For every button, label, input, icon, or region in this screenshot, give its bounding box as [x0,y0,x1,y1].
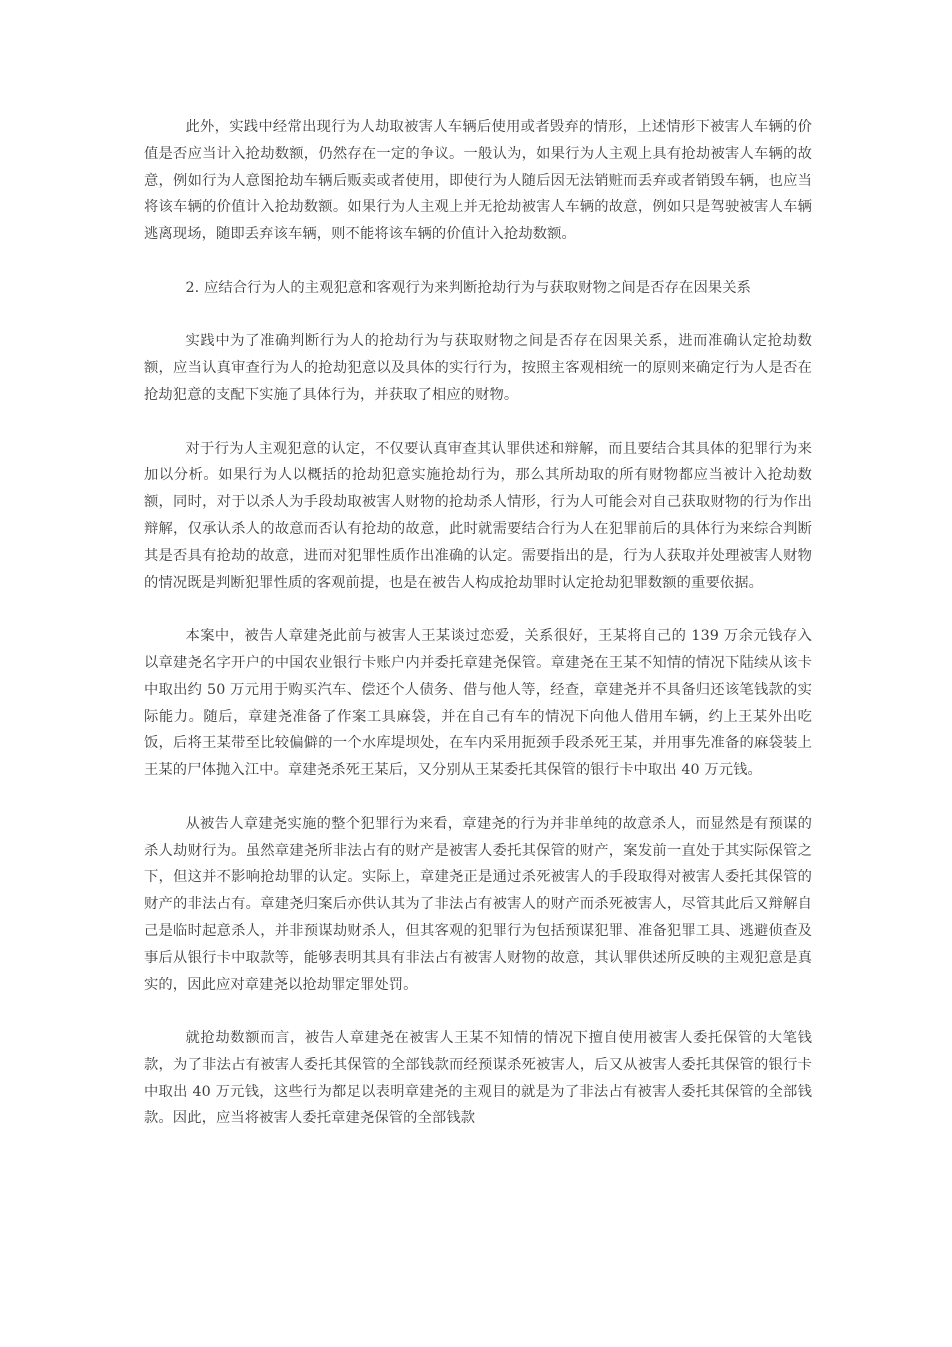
paragraph-vehicle-value: 此外，实践中经常出现行为人劫取被害人车辆后使用或者毁弃的情形，上述情形下被害人车辆的价值是否应当计入抢劫数额，仍然存在一定的争议。一般认为，如果行为人主观上具有抢劫被害人车辆的故意，例如行为人意图抢劫车辆后贩卖或者使用，即使行为人随后因无法销赃而丢弃或者销毁车辆，也应当将该车辆的价值计入抢劫数额。如果行为人主观上并无抢劫被害人车辆的故意，例如只是驾驶被害人车辆逃离现场，随即丢弃该车辆，则不能将该车辆的价值计入抢劫数额。 [144,119,812,243]
paragraph-intent-determination: 对于行为人主观犯意的认定，不仅要认真审查其认罪供述和辩解，而且要结合其具体的犯罪行为来加以分析。如果行为人以概括的抢劫犯意实施抢劫行为，那么其所劫取的所有财物都应当被计入抢劫数额，同时，对于以杀人为手段劫取被害人财物的抢劫杀人情形，行为人可能会对自己获取财物的行为作出辩解，仅承认杀人的故意而否认有抢劫的故意，此时就需要结合行为人在犯罪前后的具体行为来综合判断其是否具有抢劫的故意，进而对犯罪性质作出准确的认定。需要指出的是，行为人获取并处理被害人财物的情况既是判断犯罪性质的客观前提，也是在被告人构成抢劫罪时认定抢劫犯罪数额的重要依据。 [144,440,812,591]
paragraph-case-analysis: 从被告人章建尧实施的整个犯罪行为来看，章建尧的行为并非单纯的故意杀人，而显然是有预谋的杀人劫财行为。虽然章建尧所非法占有的财产是被害人委托其保管的财产，案发前一直处于其实际保管之下，但这并不影响抢劫罪的认定。实际上，章建尧正是通过杀死被害人的手段取得对被害人委托其保管的财产的非法占有。章建尧归案后亦供认其为了非法占有被害人的财产而杀死被害人，尽管其此后又辩解自己是临时起意杀人，并非预谋劫财杀人，但其客观的犯罪行为包括预谋犯罪、准备犯罪工具、逃避侦查及事后从银行卡中取款等，能够表明其具有非法占有被害人财物的故意，其认罪供述所反映的主观犯意是真实的，因此应对章建尧以抢劫罪定罪处罚。 [144,815,812,993]
section-heading-causation: 2. 应结合行为人的主观犯意和客观行为来判断抢劫行为与获取财物之间是否存在因果关系 [185,279,752,296]
paragraph-case-facts: 本案中，被告人章建尧此前与被害人王某谈过恋爱，关系很好，王某将自己的 139 万余元钱存入以章建尧名字开户的中国农业银行卡账户内并委托章建尧保管。章建尧在王某不知情的情况下陆续从该卡中取出约 50 万元用于购买汽车、偿还个人债务、借与他人等，经查，章建尧并不具备归还该笔钱款的实际能力。随后，章建尧准备了作案工具麻袋，并在自己有车的情况下向他人借用车辆，约上王某外出吃饭，后将王某带至比较偏僻的一个水库堤坝处，在车内采用扼颈手段杀死王某，并用事先准备的麻袋装上王某的尸体抛入江中。章建尧杀死王某后，又分别从王某委托其保管的银行卡中取出 40 万元钱。 [144,628,812,779]
paragraph-causation-practice: 实践中为了准确判断行为人的抢劫行为与获取财物之间是否存在因果关系，进而准确认定抢劫数额，应当认真审查行为人的抢劫犯意以及具体的实行行为，按照主客观相统一的原则来确定行为人是否在抢劫犯意的支配下实施了具体行为，并获取了相应的财物。 [144,333,812,403]
paragraph-robbery-amount: 就抢劫数额而言，被告人章建尧在被害人王某不知情的情况下擅自使用被害人委托保管的大笔钱款，为了非法占有被害人委托其保管的全部钱款而经预谋杀死被害人，后又从被害人委托其保管的银行卡中取出 40 万元钱，这些行为都足以表明章建尧的主观目的就是为了非法占有被害人委托其保管的全部钱款。因此，应当将被害人委托章建尧保管的全部钱款 [144,1030,812,1127]
document-body [144,114,812,1132]
